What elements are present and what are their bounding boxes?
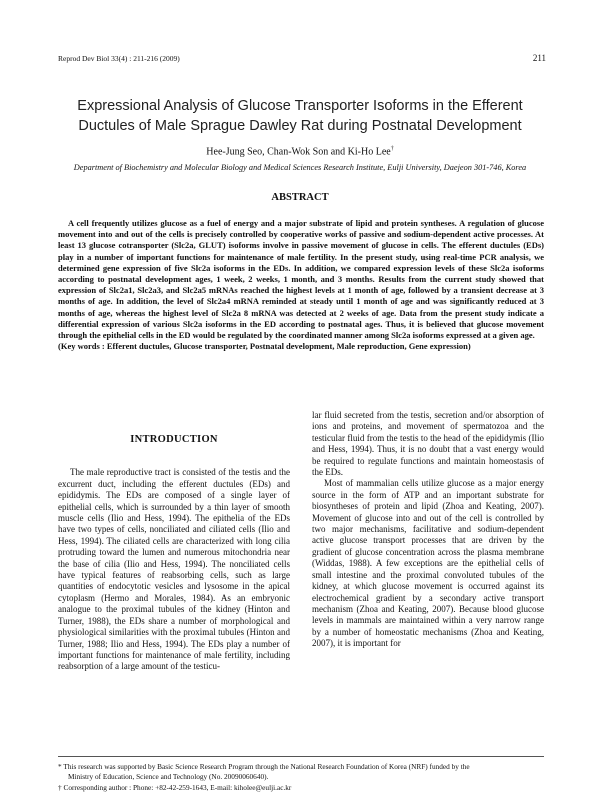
author-names: Hee-Jung Seo, Chan-Wok Son and Ki-Ho Lee (206, 146, 391, 158)
footnote-funding (58, 762, 544, 782)
abstract-block (58, 218, 544, 352)
left-paragraph-1: The male reproductive tract is consisted of the testis and the excurrent duct, including the efferent ductules (EDs) and epididymis. The EDs are composed of a single layer of epithelial cells, which is surrounded by a thin layer of smooth muscle cells (Ilio and Hess, 1994). The epithelia of the EDs have two types of cells, nonciliated and ciliated cells (Ilio and Hess, 1994). The ciliated cells are characterized with long cilia protruding toward the lumen and numerous mitochondria near the base of cilia (Ilio and Hess, 1994). The nonciliated cells have typical features of reabsorbing cells, such as large quantities of endocytotic vesicles and lysosome in the apical cytoplasm (Hermo and Morales, 1984). As an embryonic analogue to the proximal tubules of the kidney (Hinton and Turner, 1988), the EDs share a number of morphological and physiological similarities with the proximal tubules (Hinton and Turner, 1988; Ilio and Hess, 1994). The EDs play a number of important functions for maintenance of male fertility, including reabsorption of a large amount of the testicu- (58, 467, 290, 672)
left-column (58, 434, 290, 673)
footnote-corresponding (58, 783, 544, 793)
intro-heading: INTRODUCTION (130, 434, 218, 445)
footnote-rule (58, 756, 544, 757)
right-paragraph-1: lar fluid secreted from the testis, secretion and/or absorption of ions and proteins, and movement of spermatozoa and the testicular fluid from the testis to the head of the epididymis (Ilio and Hess, 1994). Thus, it is no doubt that a vast energy would be required to regulate functions and maintain homeostasis of the EDs. (312, 410, 544, 478)
funding-mark: * (58, 762, 62, 771)
affiliation: Department of Biochemistry and Molecular Biology and Medical Sciences Research Institute, Eulji University, Daejeon 301-746, Korea (73, 163, 527, 172)
abstract-heading: ABSTRACT (271, 192, 329, 203)
funding-line-1: This research was supported by Basic Science Research Program through the National Research Foundation of Korea (NRF) funded by the (63, 762, 470, 771)
title-line-1: Expressional Analysis of Glucose Transporter Isoforms in the Efferent (77, 98, 523, 114)
paper-title (40, 96, 560, 136)
authors (0, 146, 600, 157)
keywords: (Key words : Efferent ductules, Glucose transporter, Postnatal development, Male reproduction, Gene expression) (58, 341, 471, 352)
right-paragraph-2: Most of mammalian cells utilize glucose as a major energy source in the form of ATP and an important substrate for biosyntheses of protein and lipid (Zhoa and Keating, 2007). Movement of glucose into and out of the cell is controlled by two major mechanisms, facilitative and sodium-dependent active glucose transport processes that are driven by the gradient of glucose concentration across the plasma membrane (Widdas, 1988). A few exceptions are the epithelial cells of small intestine and the proximal convoluted tubules of the kidney, at which glucose movement is occurred against its electrochemical gradient by a secondary active transport mechanism (Zhoa and Keating, 2007). Because blood glucose levels in mammals are maintained within a very narrow range by a number of homeostatic mechanisms (Zhoa and Keating, 2007), it is important for (312, 478, 544, 649)
running-header-journal: Reprod Dev Biol 33(4) : 211-216 (2009) (58, 54, 180, 63)
author-mark: † (390, 146, 394, 152)
right-column (312, 410, 544, 650)
abstract-text: A cell frequently utilizes glucose as a fuel of energy and a major substrate of lipid and protein syntheses. A regulation of glucose movement into and out of the cells is precisely controlled by cooperative works of passive and sodium-dependent active processes. At least 13 glucose cotransporter (Slc2a, GLUT) isoforms involve in passive movement of glucose in cells. The efferent ductules (EDs) play in a number of important functions for maintenance of male fertility. In the present study, using real-time PCR analysis, we determined gene expression of five Slc2a isoforms in the EDs. In addition, we compared expression levels of these Slc2a isoforms according to postnatal development ages, 1 week, 2 weeks, 1 month, and 3 months. Results from the current study showed that expression of Slc2a1, Slc2a3, and Slc2a5 mRNAs reached the highest levels at 1 month of age, followed by a transient decrease at 3 months of age. In addition, the level of Slc2a4 mRNA reminded at steady until 1 month of age and was significantly reduced at 3 months of age, whereas the highest level of Slc2a 8 mRNA was detected at 2 weeks of age. Data from the present study indicate a differential expression of various Slc2a isoforms in the ED according to postnatal ages. Thus, it is believed that glucose movement through the epithelial cells in the ED would be regulated by the coordinated manner among Slc2a isoforms expressed at a given age. (58, 218, 544, 341)
corresponding-author: Corresponding author : Phone: +82-42-259-1643, E-mail: kiholee@eulji.ac.kr (63, 783, 292, 792)
page-number: 211 (532, 53, 546, 63)
funding-line-2: Ministry of Education, Science and Technology (No. 20090060640). (68, 772, 269, 781)
title-line-2: Ductules of Male Sprague Dawley Rat during Postnatal Development (78, 118, 522, 134)
corresponding-mark: † (58, 783, 62, 792)
